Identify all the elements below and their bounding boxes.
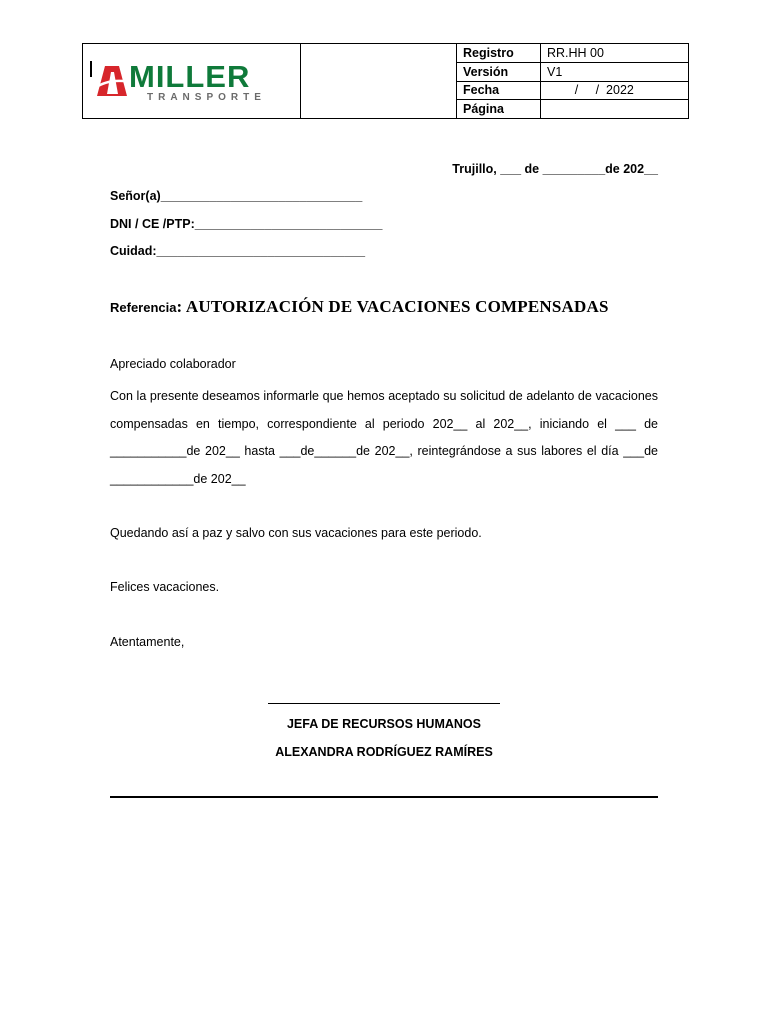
city-field: Cuidad:______________________________ — [110, 244, 366, 258]
reference-line — [110, 297, 609, 317]
closing-wishes: Felices vacaciones. — [110, 580, 220, 594]
signature-role: JEFA DE RECURSOS HUMANOS — [286, 717, 481, 731]
reference-title: AUTORIZACIÓN DE VACACIONES COMPENSADAS — [185, 297, 609, 316]
date-line: Trujillo, ___ de _________de 202__ — [452, 162, 658, 176]
header-label-fecha: Fecha — [457, 81, 541, 100]
header-label-version: Versión — [457, 62, 541, 81]
document-header-table — [82, 43, 689, 119]
header-value-pagina — [541, 100, 689, 119]
miller-logo-graphic — [89, 58, 289, 106]
greeting: Apreciado colaborador — [110, 357, 236, 371]
logo-subtitle-text: TRANSPORTE — [147, 92, 266, 103]
logo-cell — [83, 44, 301, 119]
header-label-registro: Registro — [457, 44, 541, 63]
recipient-field: Señor(a)_____________________________ — [110, 189, 363, 203]
reference-label: Referencia — [110, 300, 177, 315]
header-value-version: V1 — [541, 62, 689, 81]
header-value-registro: RR.HH 00 — [541, 44, 689, 63]
header-label-pagina: Página — [457, 100, 541, 119]
signature-name: ALEXANDRA RODRÍGUEZ RAMÍRES — [275, 745, 493, 759]
reference-colon: : — [176, 297, 186, 316]
company-logo — [83, 44, 300, 118]
blank-header-cell — [301, 44, 457, 119]
closing-paragraph: Quedando así a paz y salvo con sus vacaciones para este periodo. — [110, 526, 482, 540]
signature-line — [268, 703, 500, 704]
header-value-fecha: / / 2022 — [541, 81, 689, 100]
id-document-field: DNI / CE /PTP:___________________________ — [110, 217, 383, 231]
footer-rule — [110, 796, 658, 798]
logo-brand-text: MILLER — [129, 59, 251, 94]
sign-off: Atentamente, — [110, 635, 185, 649]
body-paragraph: Con la presente deseamos informarle que hemos aceptado su solicitud de adelanto de vacaciones compensadas en tiempo, correspondiente al periodo 202__ al 202__, iniciando el ___ de ___________de 202__ hasta ___de______de 202__, reintegrándose a sus labores el día ___de ____________de 202__ — [110, 389, 658, 486]
